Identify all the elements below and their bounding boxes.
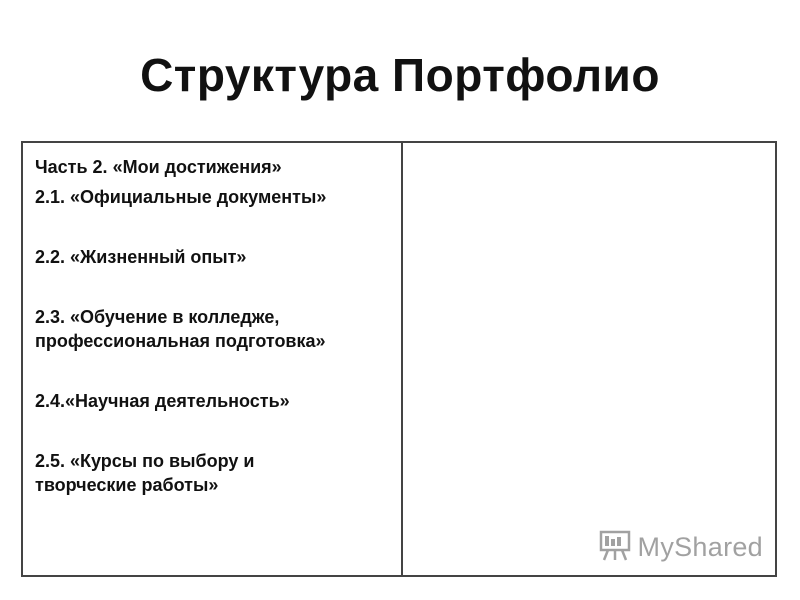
list-item-text: 2.5. «Курсы по выбору и [35,451,255,471]
presentation-board-icon [598,528,632,567]
content-table [21,141,777,577]
slide-title: Структура Портфолио [140,49,660,101]
table-left-column [23,143,403,575]
list-item-text: 2.3. «Обучение в колледже, [35,307,280,327]
watermark-text: MyShared [637,532,763,562]
list-item-text-continued: профессиональная подготовка» [35,331,326,351]
list-item [35,245,401,269]
list-item-text: 2.2. «Жизненный опыт» [35,247,247,267]
list-item-text-continued: творческие работы» [35,475,219,495]
list-item [35,305,401,353]
list-item-text: 2.1. «Официальные документы» [35,187,327,207]
watermark [598,528,763,567]
section-heading: Часть 2. «Мои достижения» [35,157,282,177]
list-item [35,389,401,413]
list-item [35,449,401,497]
table-right-column [403,143,775,575]
list-item [35,185,401,209]
list-item-text: 2.4.«Научная деятельность» [35,391,290,411]
